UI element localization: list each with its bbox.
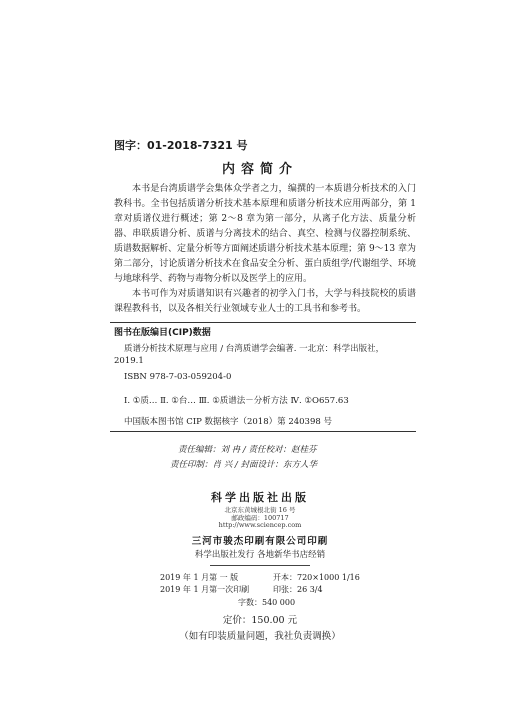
printer-name: 三河市骏杰印刷有限公司印刷	[191, 536, 329, 547]
cip-bottom-rule	[110, 431, 416, 432]
cip-line-isbn: ISBN 978-7-03-059204-0	[124, 372, 232, 382]
publisher-address: 北京东黄城根北街 16 号	[224, 506, 296, 514]
cip-line-title: 质谱分析技术原理与应用 / 台湾质谱学会编著. 一北京：科学出版社，	[124, 344, 385, 354]
intro-paragraph-1: 本书是台湾质谱学会集体众学者之力，编撰的一本质谱分析技术的入门教科书。全书包括质谱分析技术基本原理和质谱分析技术应用两部分，第 1 章对质谱仪进行概述；第 2～8 章为第一部分，从离子化方法、质量分析器、串联质谱分析、质谱与分离技术的结合、真空、检测与仪器控制系统、质谱数据解析、定量分析等方面阐述质谱分析技术基本原理；第 9～13 章为第二部分，讨论质谱分析技术在食品安全分析、蛋白质组学/代谢组学、环境与地球科学、药物与毒物分析以及医学上的应用。	[114, 184, 416, 284]
word-count: 字数：540 000	[238, 598, 296, 607]
cip-line-year: 2019.1	[114, 356, 144, 366]
copyright-registration-number: 图字：01-2018-7321 号	[114, 139, 248, 152]
distribution-line: 科学出版社发行 各地新华书店经销	[194, 550, 326, 560]
staff-line-production: 责任印制：肖 兴 / 封面设计：东方人华	[170, 460, 317, 470]
publisher-website: http://www.sciencep.com	[218, 521, 302, 529]
sheets-info: 印张：26 3/4	[273, 585, 323, 594]
quality-notice: （如有印装质量问题，我社负责调换）	[179, 631, 341, 642]
cip-line-classification: Ⅰ. ①质… Ⅱ. ①台… Ⅲ. ①质谱法－分析方法 Ⅳ. ①O657.63	[124, 396, 349, 406]
intro-text	[114, 182, 416, 317]
staff-line-editors: 责任编辑：刘 冉 / 责任校对：赵桂芬	[178, 445, 317, 455]
cip-heading: 图书在版编目(CIP)数据	[114, 328, 211, 338]
intro-paragraph-2: 本书可作为对质谱知识有兴趣者的初学入门书，大学与科技院校的质谱课程教科书，以及各相关行业领域专业人士的工具书和参考书。	[114, 289, 416, 314]
section-title: 内容简介	[221, 162, 298, 177]
format-info: 开本：720×1000 1/16	[273, 573, 360, 582]
print-info: 2019 年 1 月第一次印刷	[160, 585, 250, 594]
publisher-postcode: 邮政编码：100717	[231, 514, 289, 522]
publisher-name: 科学出版社出版	[211, 491, 309, 504]
divider-rule	[210, 565, 310, 566]
price: 定价：150.00 元	[222, 615, 298, 626]
cip-line-record-number: 中国版本图书馆 CIP 数据核字（2018）第 240398 号	[124, 417, 332, 427]
edition-info: 2019 年 1 月第 一 版	[160, 573, 239, 582]
